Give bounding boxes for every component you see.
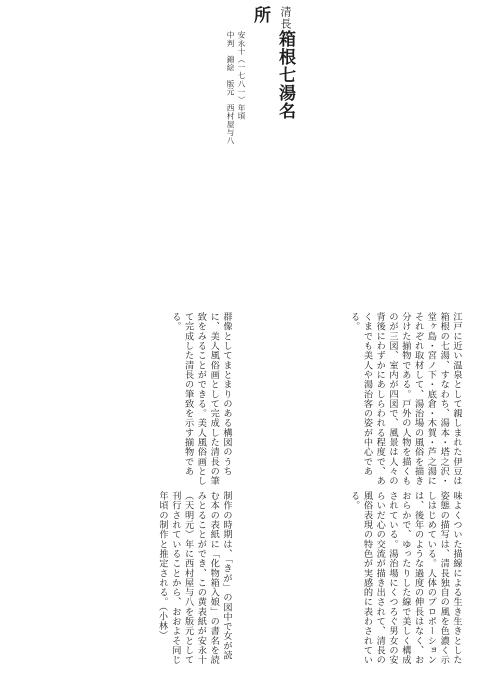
body-text-top-right: 江戸に近い温泉として親しまれた伊豆は箱根の七湯、すなわち、湯本・塔之沢・堂ヶ島・宮ノ下・底倉・木賀・芦之湯にそれぞれ取材して、湯治場の風俗を描き分けた揃物である。戸外の人物を描くものが三図、室内が四図で、風景は人々の背後にわずかにあしらわれる程度で、あくまでも美人や湯治客の姿が中心である。 — [348, 312, 462, 486]
body-text-bottom-right: 味よくついた描線による生き生きとした姿態の描写は、清長独自の風を色濃く示しはじめている。人体のプロポーションは、後年のような過度の伸長はなく、おおらかで、ゆったりした線で美しく構成されている。湯治場にくつろぐ男女の安らいだ心の交流が描き出されて、清長の風俗表現の特色が実感的に表わされている。 — [348, 491, 462, 665]
author-signature: （小林） — [157, 606, 168, 641]
body-text-bottom-left — [155, 491, 232, 665]
title-text: 箱根七湯名所 — [250, 6, 295, 120]
body-text-bottom-left-content: 制作の時期は、「きが」の図中で女が読む本の表紙に「化物箱入娘」の書名を読みとることができ、この黄表紙が安永十（天明元）年に西村屋与八を版元として刊行されていることから、おおよそ同じ年頃の制作と推定される。 — [157, 491, 232, 665]
era-line: 安永十（一七八一）年頃 — [237, 31, 246, 121]
body-text-top-left: 群像としてまとまりのある構図のうちに、美人風俗画として完成した清長の筆致をみることができる。美人風俗画として完成した清長の筆致を示す揃物である。 — [169, 312, 232, 486]
credit-line: 中判 錦絵 版元 西村屋与八 — [226, 31, 235, 145]
print-title — [248, 6, 298, 126]
artist-name: 清長 — [279, 6, 292, 30]
